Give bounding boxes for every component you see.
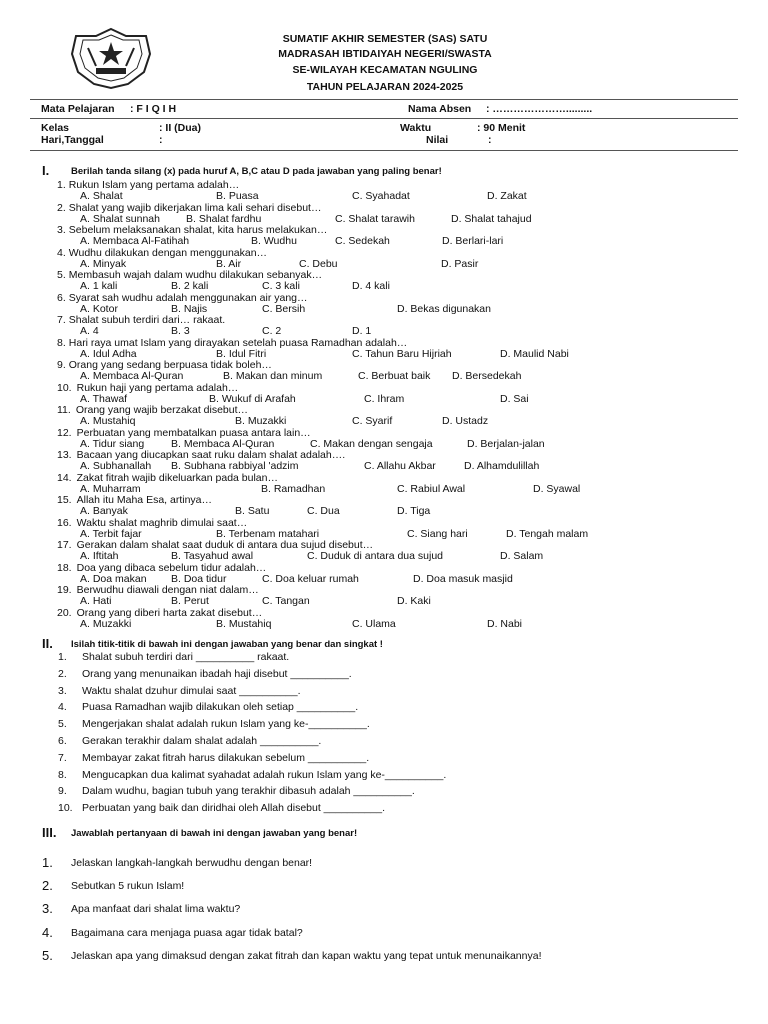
answer-option-c[interactable]: C. Bersih [262,302,306,315]
date-label: Hari,Tanggal [41,134,104,146]
answer-option-b[interactable]: B. Air [216,257,242,270]
answer-option-c[interactable]: C. Shalat tarawih [335,212,415,225]
answer-option-c[interactable]: C. Ihram [364,392,405,405]
question-number: 19. [57,584,72,596]
answer-option-c[interactable]: C. Berbuat baik [358,370,431,382]
question-text: Zakat fitrah wajib dikeluarkan pada bulan… [76,471,278,484]
question-text: Syarat sah wudhu adalah menggunakan air yang… [68,291,308,304]
essay-question-5: Jelaskan apa yang dimaksud dengan zakat fitrah dan kapan waktu yang tepat untuk menunaikannya! [71,949,542,962]
answer-option-a[interactable]: A. Minyak [80,257,127,270]
date-field[interactable]: : [159,134,163,146]
time-value: : 90 Menit [477,122,526,134]
fill-item-5[interactable]: Mengerjakan shalat adalah rukun Islam yang ke-__________. [82,718,370,731]
answer-option-b[interactable]: B. Membaca Al-Quran [171,437,275,450]
question-number: 20. [57,606,72,619]
question-text: Perbuatan yang membatalkan puasa antara lain… [76,426,311,439]
question-text: Doa yang dibaca sebelum tidur adalah… [76,561,267,574]
answer-option-d[interactable]: D. Ustadz [442,415,489,427]
answer-option-c[interactable]: C. Tahun Baru Hijriah [352,347,452,360]
question-number: 15. [57,494,72,506]
answer-option-c[interactable]: C. Allahu Akbar [364,460,436,472]
answer-option-a[interactable]: A. Muharram [80,482,141,495]
question-number: 17. [57,539,72,551]
essay-item-number: 4. [42,924,53,940]
fill-item-4[interactable]: Puasa Ramadhan wajib dilakukan oleh setiap __________. [82,701,359,714]
question-text: Wudhu dilakukan dengan menggunakan… [68,246,268,259]
answer-option-b[interactable]: B. Doa tidur [171,572,227,585]
header-line-3: SE-WILAYAH KECAMATAN NGULING [292,64,478,76]
answer-option-c[interactable]: C. Ulama [352,617,396,630]
question-number: 9. [57,359,66,371]
question-text: Waktu shalat maghrib dimulai saat… [76,516,248,529]
question-text: Rukun Islam yang pertama adalah… [68,179,240,191]
question-text: Allah itu Maha Esa, artinya… [76,494,213,506]
fill-item-number: 3. [58,684,67,697]
answer-option-a[interactable]: A. Kotor [80,302,118,315]
answer-option-c[interactable]: C. Duduk di antara dua sujud [307,550,444,562]
answer-option-d[interactable]: D. Berjalan-jalan [467,437,545,450]
answer-option-d[interactable]: D. Doa masuk masjid [413,572,513,585]
answer-option-b[interactable]: B. Wukuf di Arafah [209,392,296,405]
answer-option-d[interactable]: D. Maulid Nabi [500,347,569,360]
answer-option-a[interactable]: A. Doa makan [80,572,147,585]
answer-option-a[interactable]: A. Banyak [80,505,128,517]
part1-numeral: I. [42,163,50,178]
essay-question-3: Apa manfaat dari shalat lima waktu? [71,903,241,916]
answer-option-b[interactable]: B. 2 kali [171,280,209,292]
answer-option-d[interactable]: D. 4 kali [352,280,390,292]
answer-option-b[interactable]: B. Terbenam matahari [216,527,320,540]
header-line-1: SUMATIF AKHIR SEMESTER (SAS) SATU [282,33,488,45]
answer-option-d[interactable]: D. Tengah malam [506,527,589,540]
time-label: Waktu [400,122,432,134]
question-text: Shalat yang wajib dikerjakan lima kali sehari disebut… [68,201,322,214]
answer-option-d[interactable]: D. Sai [500,392,529,405]
essay-item-number: 1. [42,855,53,870]
subject-label: Mata Pelajaran [41,103,115,115]
fill-item-number: 6. [58,735,67,747]
answer-option-d[interactable]: D. Berlari-lari [442,235,504,247]
part3-numeral: III. [42,825,57,840]
essay-item-number: 3. [42,901,53,917]
answer-option-a[interactable]: A. Shalat [80,190,123,202]
answer-option-a[interactable]: A. Subhanallah [80,460,152,472]
name-field[interactable]: : …………………......... [486,103,593,115]
answer-option-a[interactable]: A. Muzakki [80,617,132,630]
question-text: Rukun haji yang pertama adalah… [76,381,239,394]
answer-option-c[interactable]: C. Makan dengan sengaja [310,437,433,450]
question-number: 18. [57,561,72,574]
answer-option-c[interactable]: C. Siang hari [407,527,468,540]
part2-numeral: II. [42,636,53,651]
answer-option-b[interactable]: B. Makan dan minum [223,370,323,382]
answer-option-c[interactable]: C. 2 [262,325,282,337]
answer-option-b[interactable]: B. Puasa [216,190,259,202]
question-number: 4. [57,246,66,259]
question-number: 12. [57,426,72,439]
score-label: Nilai [426,134,449,146]
essay-item-number: 2. [42,878,53,894]
fill-item-6[interactable]: Gerakan terakhir dalam shalat adalah __________. [82,735,322,747]
answer-option-d[interactable]: D. Bekas digunakan [397,302,491,315]
answer-option-d[interactable]: D. Salam [500,550,544,562]
info-divider [30,118,738,119]
answer-option-b[interactable]: B. Mustahiq [216,617,272,630]
answer-option-d[interactable]: D. Shalat tahajud [451,212,532,225]
answer-option-d[interactable]: D. Alhamdulillah [464,460,540,472]
answer-option-d[interactable]: D. Syawal [533,482,581,495]
essay-item-number: 5. [42,947,53,963]
answer-option-b[interactable]: B. Shalat fardhu [186,212,262,225]
question-number: 5. [57,269,66,281]
essay-question-1: Jelaskan langkah-langkah berwudhu dengan benar! [71,857,313,869]
answer-option-a[interactable]: A. Membaca Al-Quran [80,370,184,382]
question-number: 14. [57,471,72,484]
question-number: 13. [57,449,72,461]
question-text: Orang yang diberi harta zakat disebut… [76,606,263,619]
answer-option-d[interactable]: D. 1 [352,325,372,337]
ministry-emblem-icon [66,26,156,90]
answer-option-c[interactable]: C. Debu [299,257,338,270]
fill-item-9[interactable]: Dalam wudhu, bagian tubuh yang terakhir dibasuh adalah __________. [82,785,415,798]
answer-option-c[interactable]: C. 3 kali [262,280,300,292]
fill-item-10[interactable]: Perbuatan yang baik dan diridhai oleh Allah disebut __________. [82,802,385,815]
score-field[interactable]: : [488,134,492,146]
answer-option-d[interactable]: D. Nabi [487,617,523,630]
info-bottom-divider [30,150,738,151]
answer-option-a[interactable]: A. 4 [80,325,99,337]
question-number: 11. [57,404,71,416]
answer-option-a[interactable]: A. Mustahiq [80,415,136,427]
fill-item-number: 10. [58,802,73,815]
answer-option-a[interactable]: A. Terbit fajar [80,527,142,540]
answer-option-a[interactable]: A. Iftitah [80,550,119,562]
answer-option-b[interactable]: B. Idul Fitri [216,347,267,360]
fill-item-number: 9. [58,785,67,798]
question-text: Orang yang wajib berzakat disebut… [75,404,249,416]
answer-option-c[interactable]: C. Dua [307,505,340,517]
header-divider [30,99,738,100]
answer-option-c[interactable]: C. Doa keluar rumah [262,572,359,585]
question-text: Sebelum melaksanakan shalat, kita harus melakukan… [68,224,328,236]
answer-option-b[interactable]: B. Subhana rabbiyal 'adzim [171,460,299,472]
fill-item-7[interactable]: Membayar zakat fitrah harus dilakukan sebelum __________. [82,751,370,764]
essay-question-4: Bagaimana cara menjaga puasa agar tidak batal? [71,926,303,939]
answer-option-a[interactable]: A. 1 kali [80,280,118,292]
header-line-2: MADRASAH IBTIDAIYAH NEGERI/SWASTA [278,48,492,60]
question-number: 3. [57,224,66,236]
answer-option-a[interactable]: A. Thawaf [80,392,128,405]
answer-option-a[interactable]: A. Hati [80,595,112,607]
answer-option-a[interactable]: A. Membaca Al-Fatihah [80,235,190,247]
answer-option-d[interactable]: D. Bersedekah [452,370,522,382]
answer-option-d[interactable]: D. Pasir [441,257,479,270]
question-text: Bacaan yang diucapkan saat ruku dalam shalat adalah…. [76,449,346,461]
question-number: 16. [57,516,72,529]
question-text: Berwudhu diawali dengan niat dalam… [76,584,259,596]
essay-question-2: Sebutkan 5 rukun Islam! [71,880,185,893]
question-number: 6. [57,291,66,304]
subject-value: : F I Q I H [130,103,177,115]
part1-instruction: Berilah tanda silang (x) pada huruf A, B,C atau D pada jawaban yang paling benar! [71,166,442,177]
fill-item-number: 8. [58,768,67,781]
question-number: 2. [57,201,66,214]
answer-option-a[interactable]: A. Shalat sunnah [80,212,160,225]
part3-instruction: Jawablah pertanyaan di bawah ini dengan jawaban yang benar! [71,828,358,839]
fill-item-3[interactable]: Waktu shalat dzuhur dimulai saat __________. [82,684,301,697]
answer-option-b[interactable]: B. Satu [235,505,270,517]
question-text: Membasuh wajah dalam wudhu dilakukan sebanyak… [68,269,323,281]
answer-option-c[interactable]: C. Tangan [262,595,310,607]
answer-option-a[interactable]: A. Idul Adha [80,347,137,360]
part2-instruction: Isilah titik-titik di bawah ini dengan jawaban yang benar dan singkat ! [71,639,383,650]
question-text: Hari raya umat Islam yang dirayakan setelah puasa Ramadhan adalah… [68,336,408,349]
fill-item-8[interactable]: Mengucapkan dua kalimat syahadat adalah rukun Islam yang ke-__________. [82,768,447,781]
answer-option-d[interactable]: D. Zakat [487,190,527,202]
answer-option-d[interactable]: D. Tiga [397,505,431,517]
name-label: Nama Absen [408,103,472,115]
fill-item-number: 2. [58,667,67,680]
question-text: Shalat subuh terdiri dari… rakaat. [68,314,226,326]
class-label: Kelas [41,122,70,134]
fill-item-number: 1. [58,651,67,663]
fill-item-1[interactable]: Shalat subuh terdiri dari __________ rakaat. [82,651,290,663]
answer-option-a[interactable]: A. Tidur siang [80,437,145,450]
fill-item-number: 4. [58,701,67,714]
answer-option-b[interactable]: B. 3 [171,325,190,337]
answer-option-b[interactable]: B. Tasyahud awal [171,550,254,562]
question-number: 7. [57,314,66,326]
answer-option-b[interactable]: B. Muzakki [235,415,287,427]
question-text: Orang yang sedang berpuasa tidak boleh… [68,359,272,371]
answer-option-b[interactable]: B. Najis [171,302,208,315]
answer-option-b[interactable]: B. Ramadhan [261,482,326,495]
question-number: 8. [57,336,66,349]
answer-option-c[interactable]: C. Rabiul Awal [397,482,466,495]
answer-option-b[interactable]: B. Perut [171,595,209,607]
question-number: 1. [57,179,66,191]
answer-option-c[interactable]: C. Syarif [352,415,393,427]
question-number: 10. [57,381,72,394]
question-text: Gerakan dalam shalat saat duduk di antara dua sujud disebut… [76,539,374,551]
fill-item-number: 5. [58,718,67,731]
class-value: : II (Dua) [159,122,201,134]
answer-option-b[interactable]: B. Wudhu [251,235,297,247]
fill-item-2[interactable]: Orang yang menunaikan ibadah haji disebut __________. [82,667,352,680]
header-line-4: TAHUN PELAJARAN 2024-2025 [306,81,464,93]
answer-option-d[interactable]: D. Kaki [397,595,431,607]
fill-item-number: 7. [58,751,67,764]
answer-option-c[interactable]: C. Syahadat [352,190,410,202]
answer-option-c[interactable]: C. Sedekah [335,235,390,247]
